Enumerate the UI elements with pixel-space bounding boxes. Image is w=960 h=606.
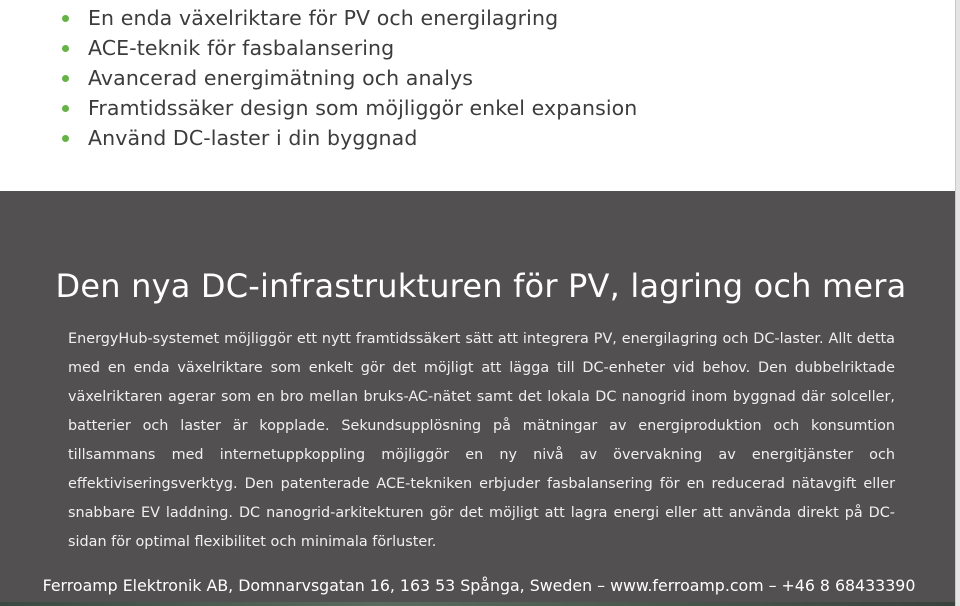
feature-text: Framtidssäker design som möjliggör enkel expansion bbox=[88, 96, 638, 120]
page-edge-divider bbox=[955, 0, 960, 606]
feature-list bbox=[62, 3, 637, 153]
green-dot-icon bbox=[62, 135, 69, 142]
section-body-text: EnergyHub-systemet möjliggör ett nytt framtidssäkert sätt att integrera PV, energilagring och DC-laster. Allt detta med en enda växelriktare som enkelt gör det möjligt att lägga till DC-enheter vid behov. Den dubbelriktade växelriktaren agerar som en bro mellan bruks-AC-nätet samt det lokala DC nanogrid inom byggnad där solceller, batterier och laster är kopplade. Sekundsupplösning på mätningar av energiproduktion och konsumtion tillsammans med internetuppkoppling möjliggör en ny nivå av övervakning av energitjänster och effektiviseringsverktyg. Den patenterade ACE-tekniken erbjuder fasbalansering för en reducerad nätavgift eller snabbare EV laddning. DC nanogrid-arkitekturen gör det möjligt att lagra energi eller att använda direkt på DC-sidan för optimal flexibilitet och minimala förluster. bbox=[68, 331, 895, 550]
feature-text: En enda växelriktare för PV och energilagring bbox=[88, 6, 559, 30]
section-headline: Den nya DC-infrastrukturen för PV, lagring och mera bbox=[55, 267, 907, 305]
feature-item bbox=[62, 63, 637, 93]
feature-text: ACE-teknik för fasbalansering bbox=[88, 36, 395, 60]
company-footer: Ferroamp Elektronik AB, Domnarvsgatan 16, 163 53 Spånga, Sweden – www.ferroamp.com – +46 8 68433390 bbox=[42, 576, 916, 595]
green-dot-icon bbox=[62, 45, 69, 52]
green-dot-icon bbox=[62, 15, 69, 22]
feature-text: Använd DC-laster i din byggnad bbox=[88, 126, 418, 150]
feature-item bbox=[62, 93, 637, 123]
feature-item bbox=[62, 123, 637, 153]
green-dot-icon bbox=[62, 105, 69, 112]
bottom-edge-strip bbox=[0, 602, 955, 606]
feature-item bbox=[62, 3, 637, 33]
green-dot-icon bbox=[62, 75, 69, 82]
feature-item bbox=[62, 33, 637, 63]
feature-text: Avancerad energimätning och analys bbox=[88, 66, 474, 90]
